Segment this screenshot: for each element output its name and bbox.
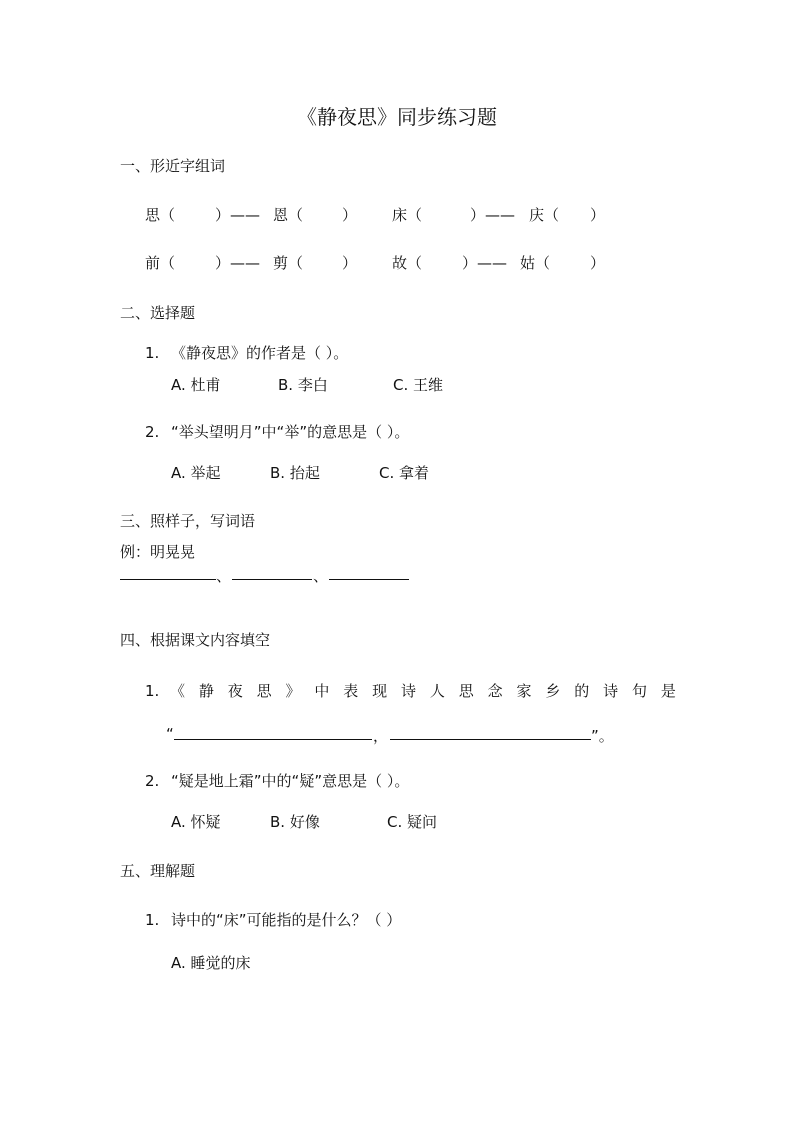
answer-blank[interactable] bbox=[120, 579, 216, 580]
question-char: 思 bbox=[458, 682, 474, 700]
question-char: 夜 bbox=[227, 682, 243, 700]
char-qian-open: 前（ bbox=[145, 254, 176, 272]
separator: 、 bbox=[216, 567, 232, 585]
question-char: 的 bbox=[574, 682, 590, 700]
char-gu2-close: ） bbox=[590, 254, 606, 272]
question-char: 》 bbox=[285, 682, 301, 700]
question-number: 2. bbox=[145, 772, 160, 790]
question-char: 表 bbox=[343, 682, 359, 700]
question-char: 现 bbox=[372, 682, 388, 700]
example-word: 例：明晃晃 bbox=[120, 543, 196, 561]
char-si-close: ）—— bbox=[215, 206, 261, 224]
answer-blank[interactable] bbox=[174, 739, 372, 740]
question-text-justified bbox=[170, 681, 676, 701]
question-number: 1. bbox=[145, 682, 160, 700]
section-1-heading: 一、形近字组词 bbox=[120, 157, 226, 175]
question-text: “举头望明月”中“举”的意思是（ ）。 bbox=[171, 423, 410, 441]
question-char: 中 bbox=[314, 682, 330, 700]
option-a: A. 举起 bbox=[171, 464, 221, 482]
option-c: C. 疑问 bbox=[387, 813, 438, 831]
question-number: 1. bbox=[145, 911, 160, 929]
option-c: C. 拿着 bbox=[379, 464, 430, 482]
char-si-open: 思（ bbox=[145, 206, 176, 224]
section-5-heading: 五、理解题 bbox=[120, 862, 196, 880]
section-4-heading: 四、根据课文内容填空 bbox=[120, 631, 271, 649]
option-a: A. 怀疑 bbox=[171, 813, 221, 831]
question-text: 诗中的“床”可能指的是什么？（ ） bbox=[171, 911, 402, 929]
option-b: B. 抬起 bbox=[270, 464, 320, 482]
char-qian-close: ）—— bbox=[215, 254, 261, 272]
close-quote: ”。 bbox=[591, 727, 614, 745]
answer-blank[interactable] bbox=[329, 579, 409, 580]
option-b: B. 李白 bbox=[278, 376, 328, 394]
char-qing-close: ） bbox=[590, 206, 606, 224]
question-char: 静 bbox=[198, 682, 214, 700]
question-char: 《 bbox=[170, 682, 186, 700]
option-c: C. 王维 bbox=[393, 376, 444, 394]
question-number: 1. bbox=[145, 344, 160, 362]
question-char: 思 bbox=[256, 682, 272, 700]
option-a: A. 睡觉的床 bbox=[171, 954, 251, 972]
answer-blank[interactable] bbox=[390, 739, 591, 740]
question-char: 乡 bbox=[545, 682, 561, 700]
char-chuang-close: ）—— bbox=[470, 206, 516, 224]
section-2-heading: 二、选择题 bbox=[120, 304, 196, 322]
question-char: 家 bbox=[516, 682, 532, 700]
char-chuang-open: 床（ bbox=[392, 206, 423, 224]
open-quote: “ bbox=[166, 725, 174, 743]
question-text: 《静夜思》的作者是（ ）。 bbox=[171, 344, 349, 362]
question-char: 句 bbox=[632, 682, 648, 700]
question-char: 诗 bbox=[603, 682, 619, 700]
question-number: 2. bbox=[145, 423, 160, 441]
question-char: 念 bbox=[487, 682, 503, 700]
question-char: 是 bbox=[660, 682, 676, 700]
page-title: 《静夜思》同步练习题 bbox=[297, 105, 497, 129]
char-en-close: ） bbox=[342, 206, 358, 224]
answer-blank[interactable] bbox=[232, 579, 312, 580]
char-qing-open: 庆（ bbox=[529, 206, 560, 224]
char-gu2-open: 姑（ bbox=[520, 254, 551, 272]
section-3-heading: 三、照样子，写词语 bbox=[120, 512, 256, 530]
char-en-open: 恩（ bbox=[273, 206, 304, 224]
char-gu-open: 故（ bbox=[392, 254, 423, 272]
char-jian-open: 剪（ bbox=[273, 254, 304, 272]
separator: 、 bbox=[313, 567, 329, 585]
char-gu-close: ）—— bbox=[462, 254, 508, 272]
question-char: 诗 bbox=[401, 682, 417, 700]
question-text: “疑是地上霜”中的“疑”意思是（ ）。 bbox=[171, 772, 410, 790]
option-a: A. 杜甫 bbox=[171, 376, 221, 394]
question-char: 人 bbox=[429, 682, 445, 700]
char-jian-close: ） bbox=[342, 254, 358, 272]
comma: ， bbox=[373, 727, 389, 745]
option-b: B. 好像 bbox=[270, 813, 320, 831]
